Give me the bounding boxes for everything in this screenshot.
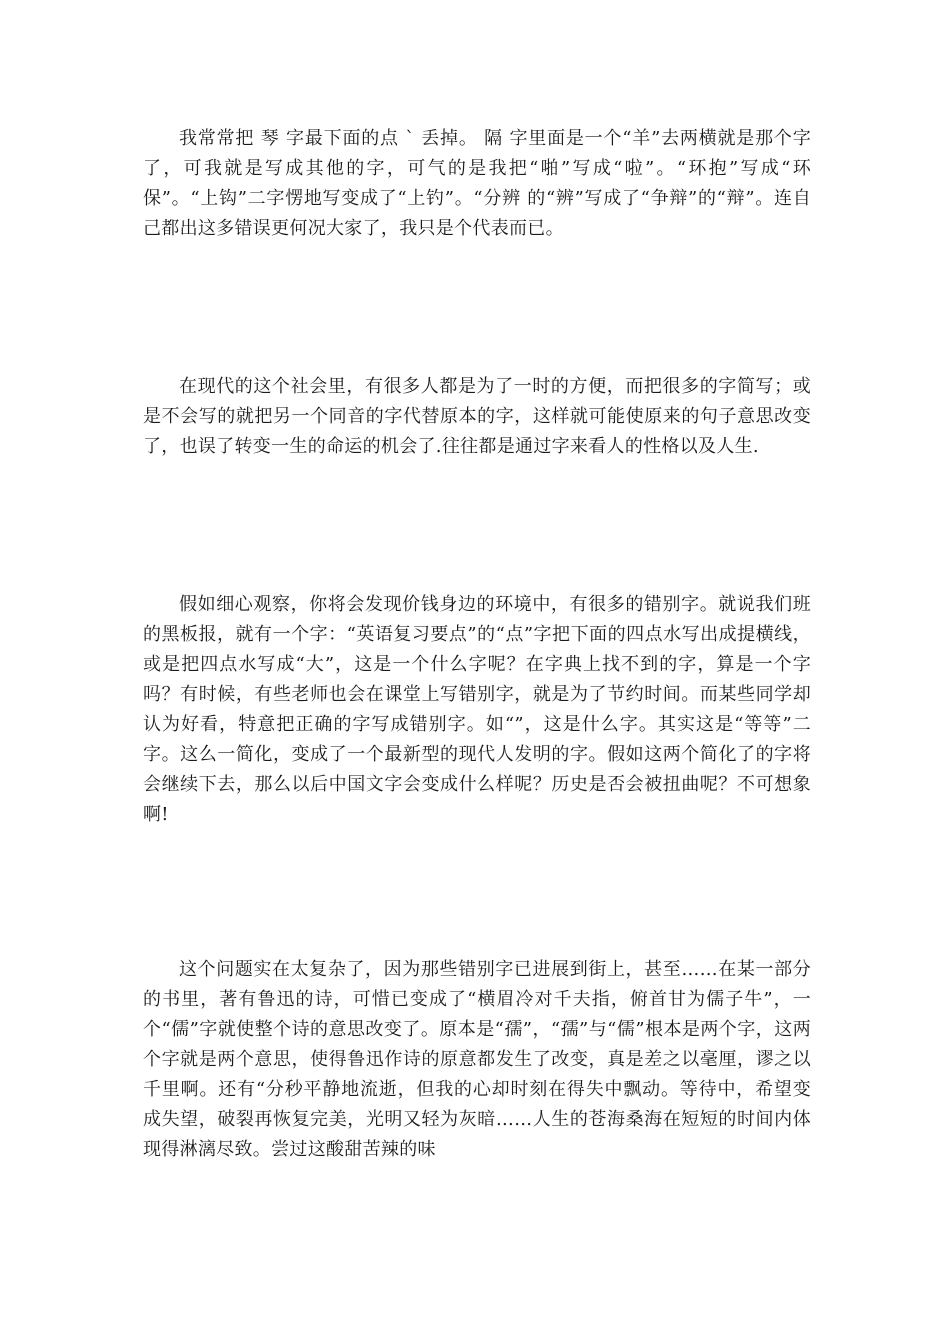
paragraph-4: 这个问题实在太复杂了，因为那些错别字已进展到街上，甚至……在某一部分的书里，著有鲁迅的诗，可惜已变成了“横眉冷对千夫指，俯首甘为儒子牛”，一个“儒”字就使整个诗的意思改变了。原本是“孺”，“孺”与“儒”根本是两个字，这两个字就是两个意思，使得鲁迅作诗的原意都发生了改变，真是差之以毫厘，谬之以千里啊。还有“分秒平静地流逝，但我的心却时刻在得失中飘动。等待中，希望变成失望，破裂再恢复完美，光明又轻为灰暗……人生的苍海桑海在短短的时间内体现得淋漓尽致。尝过这酸甜苦辣的味 [143, 959, 811, 1160]
paragraph-2: 在现代的这个社会里，有很多人都是为了一时的方便，而把很多的字简写；或是不会写的就把另一个同音的字代替原本的字，这样就可能使原来的句子意思改变了，也误了转变一生的命运的机会了.往往都是通过字来看人的性格以及人生. [143, 376, 811, 457]
paragraph-1: 我常常把 琴 字最下面的点 ` 丢掉。 隔 字里面是一个“羊”去两横就是那个字了，可我就是写成其他的字，可气的是我把“啪”写成“啦”。“环抱”写成“环保”。“上钩”二字愣地写变成了“上钓”。“分辨 的“辨”写成了“争辩”的“辩”。连自己都出这多错误更何况大家了，我只是个代表而已。 [143, 128, 811, 239]
paragraph-3: 假如细心观察，你将会发现价钱身边的环境中，有很多的错别字。就说我们班的黑板报，就有一个字：“英语复习要点”的“点”字把下面的四点水写出成提横线，或是把四点水写成“大”，这是一个什么字呢？在字典上找不到的字，算是一个字吗？有时候，有些老师也会在课堂上写错别字，就是为了节约时间。而某些同学却认为好看，特意把正确的字写成错别字。如“”，这是什么字。其实这是“等等”二字。这么一简化，变成了一个最新型的现代人发明的字。假如这两个简化了的字将会继续下去，那么以后中国文字会变成什么样呢？历史是否会被扭曲呢？不可想象啊! [143, 594, 811, 825]
